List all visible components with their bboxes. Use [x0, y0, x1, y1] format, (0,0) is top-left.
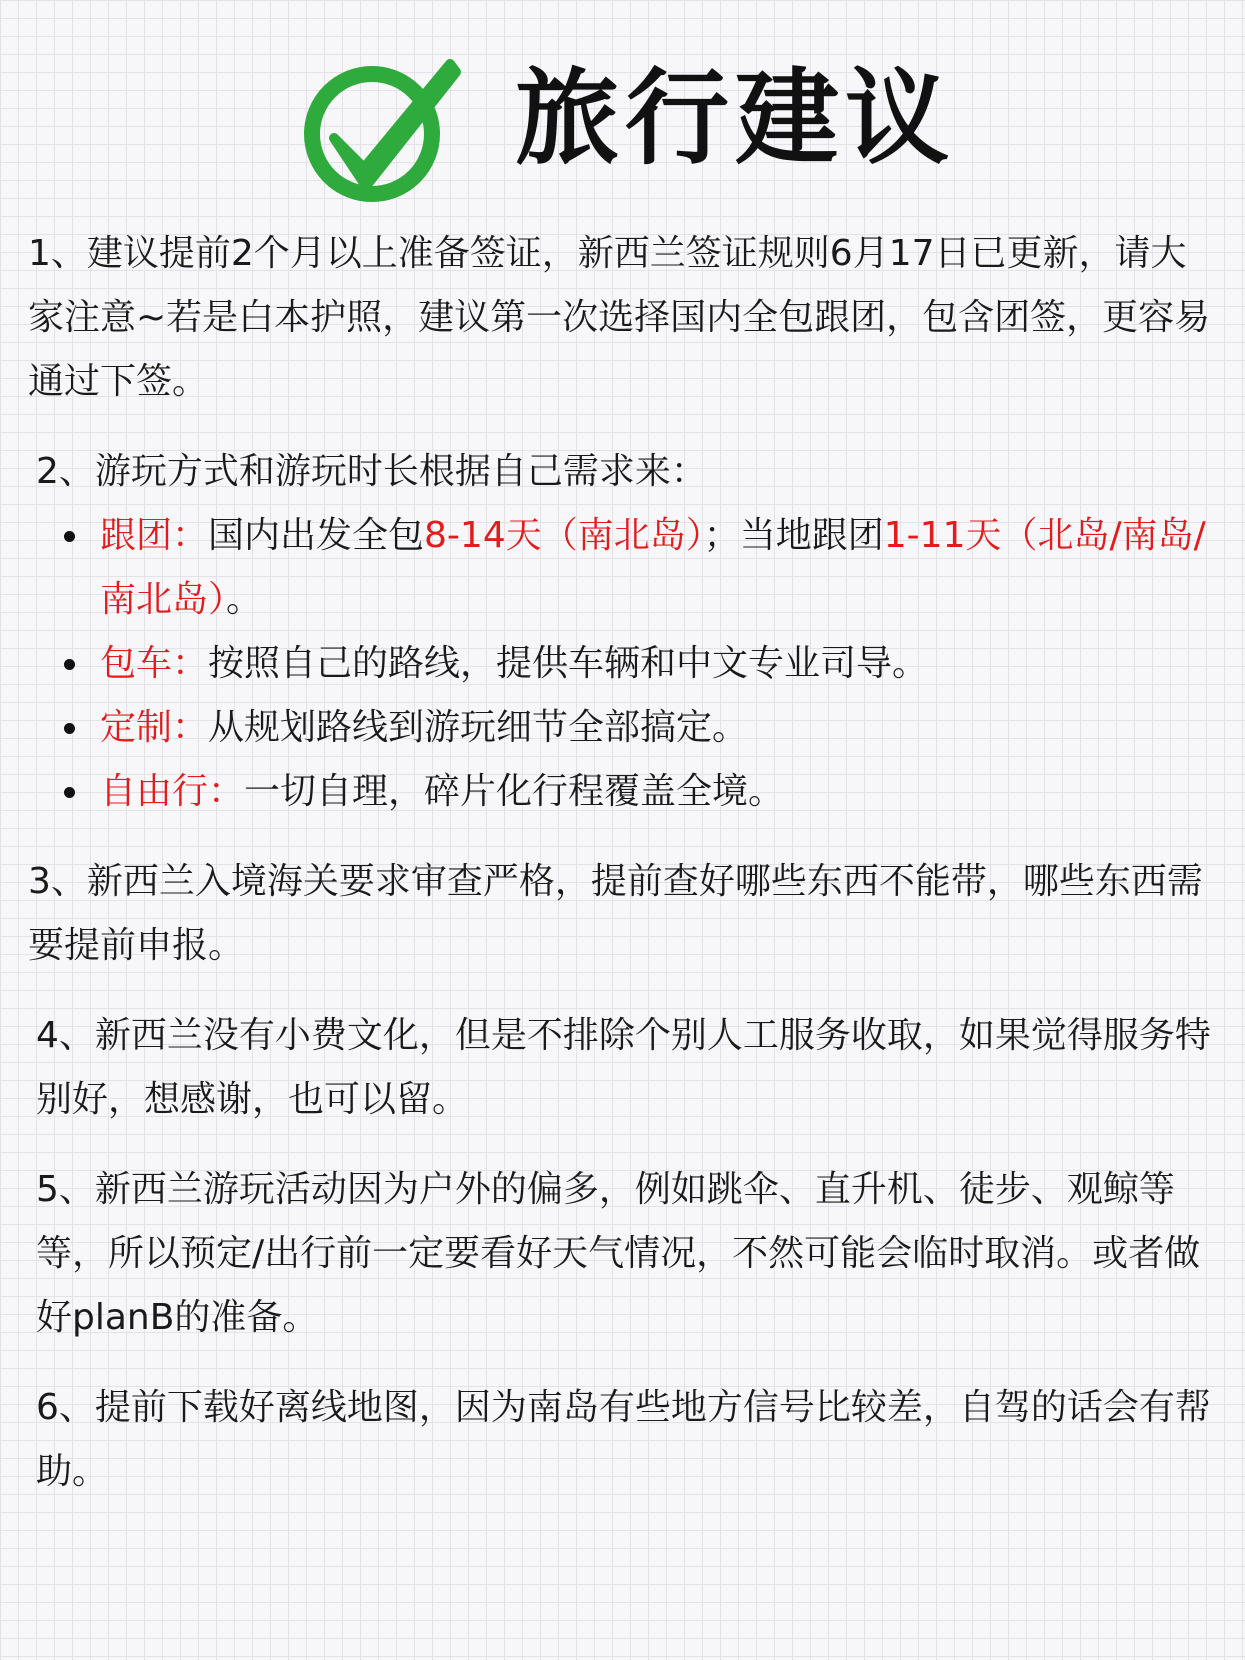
- bullet-highlight: 8-14天（南北岛）: [424, 515, 704, 556]
- bullet-custom: [100, 696, 1218, 760]
- bullet-highlight: 1-11天（北岛/南岛/南北岛）: [100, 515, 1206, 620]
- bullet-text: 国内出发全包: [208, 515, 425, 556]
- bullet-label: 包车：: [100, 643, 209, 684]
- bullet-dot: [64, 659, 75, 670]
- advice-list: [28, 222, 1218, 1504]
- header: [0, 38, 1245, 208]
- bullet-label: 跟团：: [100, 515, 209, 556]
- bullet-text: 按照自己的路线，提供车辆和中文专业司导。: [208, 643, 929, 684]
- advice-1: 1、建议提前2个月以上准备签证，新西兰签证规则6月17日已更新，请大家注意~若是白本护照，建议第一次选择国内全包跟团，包含团签，更容易通过下签。: [28, 233, 1211, 402]
- bullet-text: 一切自理，碎片化行程覆盖全境。: [244, 771, 785, 812]
- green-check-circle-icon: [300, 46, 470, 206]
- bullet-text: ；当地跟团: [703, 515, 884, 556]
- page-title: 旅行建议: [515, 57, 956, 179]
- advice-3: 3、新西兰入境海关要求审查严格，提前查好哪些东西不能带，哪些东西需要提前申报。: [28, 861, 1203, 966]
- bullet-group-tour: [100, 504, 1218, 632]
- travel-mode-list: [28, 504, 1218, 824]
- advice-2-intro: 2、游玩方式和游玩时长根据自己需求来：: [36, 451, 707, 492]
- bullet-charter-car: [100, 632, 1218, 696]
- bullet-label: 定制：: [100, 707, 209, 748]
- advice-5: 5、新西兰游玩活动因为户外的偏多，例如跳伞、直升机、徒步、观鲸等等，所以预定/出行前一定要看好天气情况，不然可能会临时取消。或者做好planB的准备。: [36, 1169, 1201, 1338]
- advice-6: 6、提前下载好离线地图，因为南岛有些地方信号比较差，自驾的话会有帮助。: [36, 1387, 1211, 1492]
- bullet-dot: [64, 723, 75, 734]
- bullet-self-guided: [100, 760, 1218, 824]
- bullet-dot: [64, 787, 75, 798]
- bullet-text: 从规划路线到游玩细节全部搞定。: [208, 707, 749, 748]
- bullet-dot: [64, 531, 75, 542]
- advice-4: 4、新西兰没有小费文化，但是不排除个别人工服务收取，如果觉得服务特别好，想感谢，也可以留。: [36, 1015, 1211, 1120]
- bullet-text: 。: [226, 579, 263, 620]
- bullet-label: 自由行：: [100, 771, 245, 812]
